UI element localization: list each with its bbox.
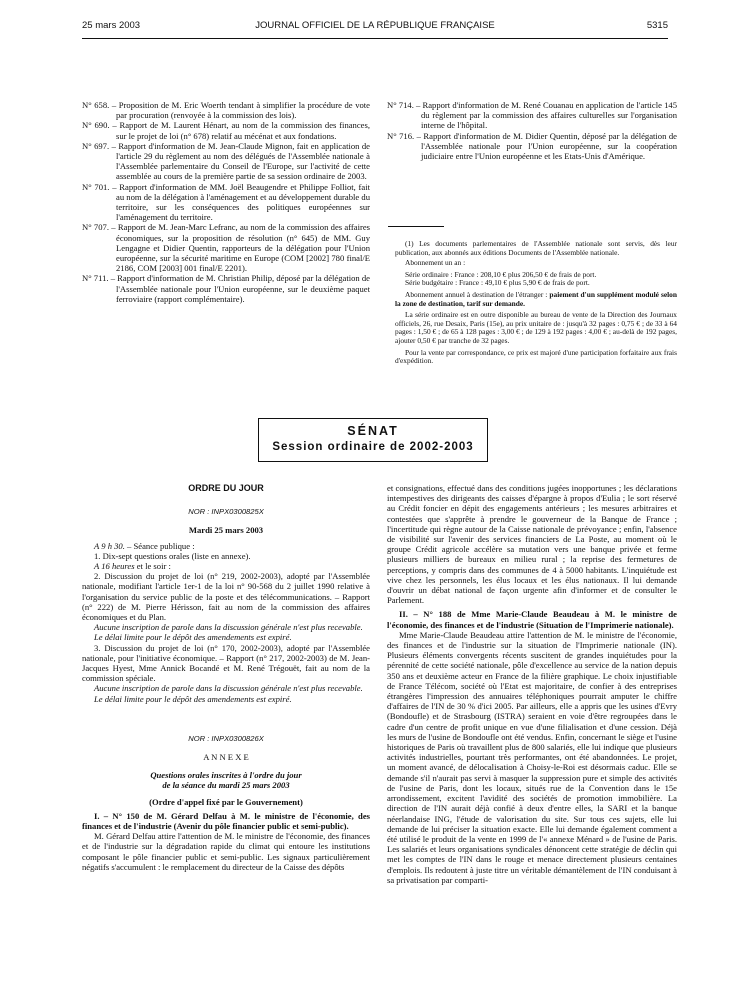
- right-references: [387, 100, 677, 161]
- footnote-separator: [388, 226, 444, 227]
- question-body: Mme Marie-Claude Beaudeau attire l'attention de M. le ministre de l'économie, des finances et de l'industrie sur la situation de l'Imprimerie nationale (IN). Plusieurs éléments convergents récents suscitent de grandes inquiétudes pour la pérennité de cette société nationale, pôle d'excellence au service de la nation depuis 350 ans et deuxième acteur en France de la filière graphique. Le choix injustifiable de France Télécom, société où l'Etat est majoritaire, de confier à des entreprises étrangères l'impression des annuaires téléphoniques pourrait amputer le chiffre d'affaires de l'IN de 30 % d'ici 2005. Par ailleurs, elle a appris que les usines d'Evry (Bondoufle) et de Strasbourg (ISTRA) seraient en voie d'être regroupées dans le cadre d'un centre de profit unique en vue d'une filialisation et d'une cession. Déjà les murs de l'usine de Bondoufle ont été vendus. Enfin, concernant le siège et l'usine historiques de Paris où travaillent plus de 800 salariés, elle lui indique que plusieurs activités industrielles, pourtant très performantes, ont été abandonnées. Le projet, un moment avancé, de délocalisation à Choisy-le-Roi est désormais caduc. Elle se demande s'il n'aurait pas servi à masquer la suppression pure et simple des activités de l'usine de Paris, dont les locaux, situés rue de la Convention dans le 15e arrondissement, excitent l'avidité des sociétés de promotion immobilière. La direction de l'IN aurait déjà confié à deux d'entre elles, la SARI et la banque néerlandaise ING, l'étude de valorisation du site. Sur tous ces sujets, elle lui demande de lui préciser la situation exacte. Elle lui demande également comment a été utilisé le produit de la vente en 1999 de l'« annexe Ménard » de l'usine de Paris. Les salariés et leurs organisations syndicales dénoncent cette stratégie de déclin qui met les comptes de l'IN dans le rouge et menace directement plusieurs centaines d'emplois. Ils redoutent à juste titre un véritable démantèlement de l'IN conduisant à sa privatisation par comparti-: [387, 629, 677, 885]
- reference-item: N° 707. – Rapport de M. Jean-Marc Lefranc, au nom de la commission des affaires économiques, sur la proposition de résolution (n° 645) de MM. Guy Lengagne et Didier Quentin, rapporteurs de la délégation pour l'Union européenne, sur la sécurité maritime en Europe (COM [2002] 780 final/E 2186, COM [2003] 001 final/E 2201).: [82, 222, 370, 274]
- morning-session: A 9 h 30. – Séance publique :: [94, 540, 195, 551]
- footnote-subscription-label: Abonnement un an :: [405, 258, 466, 268]
- agenda-note: Aucune inscription de parole dans la discussion générale n'est plus recevable.: [94, 683, 363, 694]
- agenda-item: 1. Dix-sept questions orales (liste en annexe).: [94, 550, 251, 561]
- session-date: Mardi 25 mars 2003: [188, 525, 264, 536]
- footnote: [395, 240, 677, 366]
- reference-item: N° 711. – Rapport d'information de M. Christian Philip, déposé par la délégation de l'Assemblée nationale pour l'Union européenne, sur le deuxième paquet ferroviaire (rapport complémentaire).: [82, 273, 370, 304]
- footnote-sale-prices: La série ordinaire est en outre disponible au bureau de vente de la Direction des Journaux officiels, 26, rue Desaix, Paris (15e), au prix unitaire de : jusqu'à 32 pages : 0,75 € ; de 33 à 64 pages : 1,50 € ; de 65 à 128 pages : 3,00 € ; de 129 à 192 pages : 4,00 € ; au-delà de 192 pages, ajouter 0,50 € par tranche de 32 pages.: [395, 310, 677, 345]
- senat-banner: [258, 418, 488, 462]
- questions-continued: [387, 483, 677, 885]
- header-date: 25 mars 2003: [82, 20, 141, 31]
- questions-subtitle: de la séance du mardi 25 mars 2003: [162, 780, 290, 791]
- page-header: [82, 20, 668, 36]
- reference-item: N° 690. – Rapport de M. Laurent Hénart, au nom de la commission des finances, sur le projet de loi (n° 678) relatif au mécénat et aux fondations.: [82, 120, 370, 141]
- question-heading: I. – N° 150 de M. Gérard Delfau à M. le ministre de l'économie, des finances et de l'industrie (Avenir du pôle financier public et semi-public).: [82, 810, 370, 832]
- left-references: [82, 100, 370, 304]
- nor-reference: NOR : INPX0300825X: [188, 507, 264, 517]
- afternoon-session: A 16 heures et le soir :: [94, 561, 171, 572]
- annexe-title: A N N E X E: [203, 752, 249, 763]
- footnote-etranger: Abonnement annuel à destination de l'étranger : paiement d'un supplément modulé selon la zone de destination, tarif sur demande.: [395, 289, 677, 308]
- agenda-note: Le délai limite pour le dépôt des amendements est expiré.: [94, 693, 292, 704]
- senat-title: SÉNAT: [347, 424, 399, 438]
- reference-item: N° 697. – Rapport d'information de M. Jean-Claude Mignon, fait en application de l'article 29 du règlement au nom des délégués de l'Assemblée nationale à l'Assemblée parlementaire du Conseil de l'Europe, sur l'activité de cette assemblée au cours de la première partie de sa session ordinaire de 2003.: [82, 140, 370, 182]
- header-rule: [82, 38, 668, 39]
- nor-reference: NOR : INPX0300826X: [188, 733, 264, 743]
- footnote-correspondence: Pour la vente par correspondance, ce prix est majoré d'une participation forfaitaire aux frais d'expédition.: [395, 347, 677, 366]
- reference-item: N° 716. – Rapport d'information de M. Didier Quentin, déposé par la délégation de l'Assemblée nationale pour l'Union européenne, sur la coopération judiciaire entre l'Union européenne et les Etats-Unis d'Amérique.: [387, 130, 677, 162]
- agenda-note: Aucune inscription de parole dans la discussion générale n'est plus recevable.: [94, 622, 363, 633]
- agenda-item: 3. Discussion du projet de loi (n° 170, 2002-2003), adopté par l'Assemblée nationale, pour l'initiative économique. – Rapport (n° 217, 2002-2003) de M. Jean-Jacques Hyest, Mme Annick Bocandé et M. René Trégouët, fait au nom de la commission spéciale.: [82, 642, 370, 684]
- ordre-du-jour: [82, 483, 370, 872]
- footnote-intro: (1) Les documents parlementaires de l'Assemblée nationale sont servis, dès leur publication, aux abonnés aux éditions Documents de l'Assemblée nationale.: [395, 239, 677, 257]
- question-body: M. Gérard Delfau attire l'attention de M. le ministre de l'économie, des finances et de l'industrie sur la dégradation rapide du climat qui entoure les institutions composant le pôle financier public et semi-public. Les signaux particulièrement négatifs s'accumulent : le remplacement du directeur de la Caisse des dépôts: [82, 831, 370, 872]
- header-page-number: 5315: [646, 20, 668, 31]
- call-order: (Ordre d'appel fixé par le Gouvernement): [149, 796, 303, 807]
- agenda-item: 2. Discussion du projet de loi (n° 219, 2002-2003), adopté par l'Assemblée nationale, modifiant l'article 1er-1 de la loi n° 90-568 du 2 juillet 1990 relative à l'organisation du service public de la poste et des télécommunications. – Rapport (n° 222) de M. Pierre Hérisson, fait au nom de la commission des affaires économiques et du Plan.: [82, 571, 370, 623]
- footnote-serie-budgetaire: Série budgétaire : France : 49,10 € plus 5,90 € de frais de port.: [405, 278, 590, 288]
- header-journal-title: JOURNAL OFFICIEL DE LA RÉPUBLIQUE FRANÇAISE: [255, 20, 495, 31]
- footnote-serie-ordinaire: Série ordinaire : France : 208,10 € plus 206,50 € de frais de port.: [405, 269, 597, 279]
- questions-title: Questions orales inscrites à l'ordre du jour: [150, 770, 302, 781]
- agenda-note: Le délai limite pour le dépôt des amendements est expiré.: [94, 632, 292, 643]
- question-heading: II. – N° 188 de Mme Marie-Claude Beaudeau à M. le ministre de l'économie, des finances et de l'industrie (Situation de l'Imprimerie nationale).: [387, 609, 677, 630]
- reference-item: N° 658. – Proposition de M. Eric Woerth tendant à simplifier la procédure de vote par procuration (renvoyée à la commission des lois).: [82, 100, 370, 121]
- senat-session: Session ordinaire de 2002-2003: [272, 441, 474, 453]
- ordre-title: ORDRE DU JOUR: [188, 483, 264, 493]
- reference-item: N° 714. – Rapport d'information de M. René Couanau en application de l'article 145 du règlement par la commission des affaires culturelles sur l'organisation interne de l'hôpital.: [387, 100, 677, 131]
- question-body: et consignations, effectué dans des conditions jugées inopportunes ; les déclarations intempestives des dirigeants des caisses d'épargne à propos d'Eulia ; le sort réservé au Crédit foncier en dépit des engagements antérieurs ; les mesures arbitraires et contestées que s'apprête à prendre le gouverneur de la Banque de France ; l'incertitude qui règne autour de la Caisse nationale de prévoyance ; enfin, l'absence de visibilité sur l'avenir des services financiers de La Poste, au moment où le groupe Crédit agricole accélère sa mutation vers une banque privée et ferme plusieurs milliers de bureaux en milieu rural ; la reprise des fermetures de perceptions, y compris dans des communes de 4 à 5000 habitants. L'inquiétude est vive chez les personnels, les élus locaux et les élus nationaux. Il lui demande d'ouvrir un débat national de façon urgente afin d'informer et de consulter le Parlement.: [387, 483, 677, 606]
- reference-item: N° 701. – Rapport d'information de MM. Joël Beaugendre et Philippe Folliot, fait au nom de la délégation à l'aménagement et au développement durable du territoire, sur les conséquences des politiques européennes sur l'aménagement du territoire.: [82, 181, 370, 223]
